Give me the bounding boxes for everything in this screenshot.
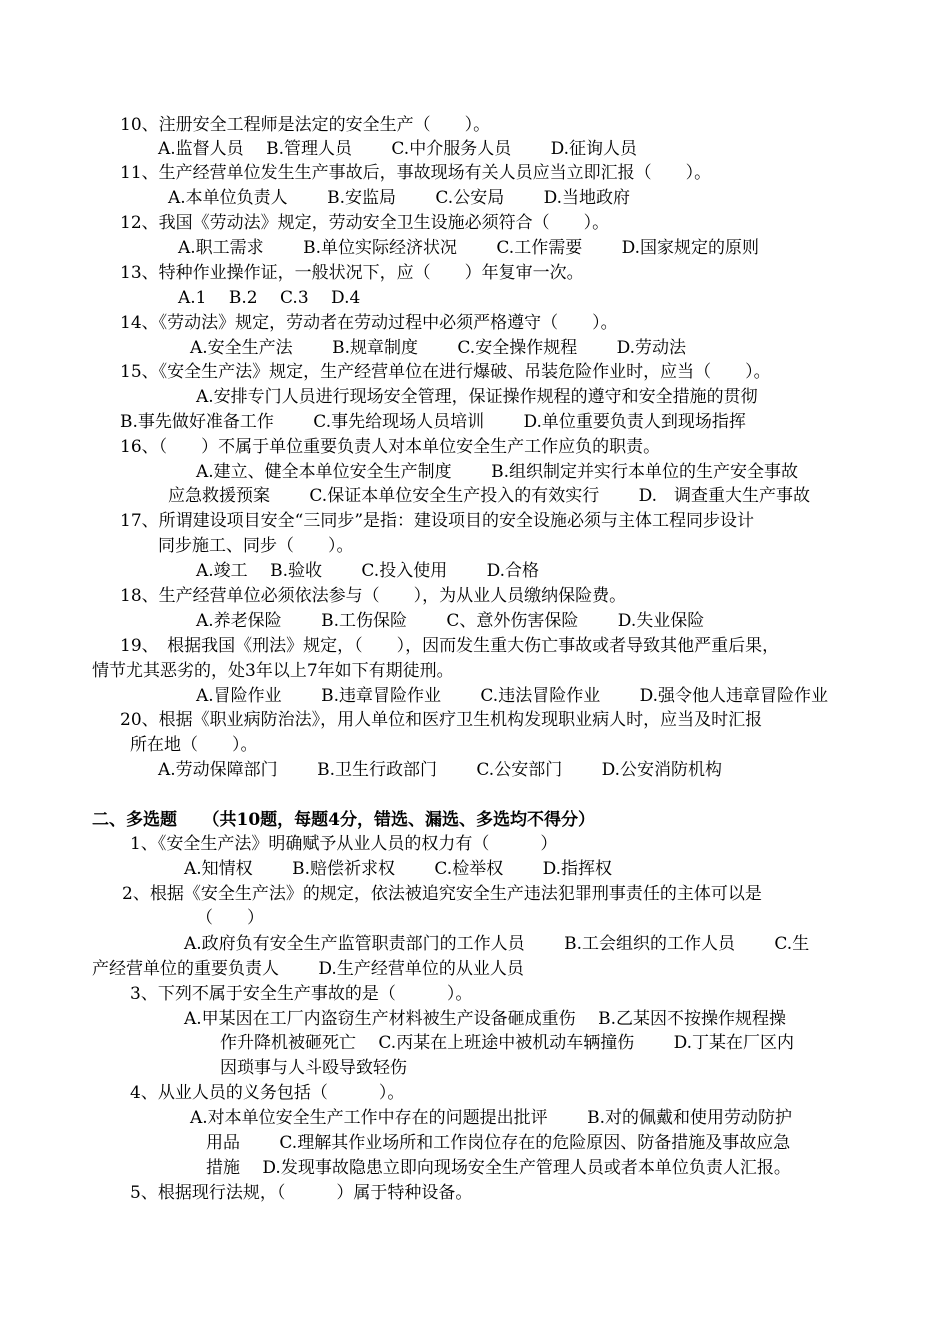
text-line-q19b: 情节尤其恶劣的，处3年以上7年如下有期徒刑。 <box>92 661 454 681</box>
text-line-sec2: 二、多选题 （共10题，每题4分，错选、漏选、多选均不得分） <box>92 810 595 830</box>
text-line-m2: 2、根据《安全生产法》的规定，依法被追究安全生产违法犯罪刑事责任的主体可以是 <box>122 884 762 904</box>
text-line-m1: 1、《安全生产法》明确赋予从业人员的权力有（ ） <box>130 834 558 854</box>
text-line-q10o: A.监督人员 B.管理人员 C.中介服务人员 D.征询人员 <box>158 139 638 159</box>
text-line-q19: 19、 根据我国《刑法》规定，（ ），因而发生重大伤亡事故或者导致其他严重后果， <box>120 636 780 656</box>
text-line-q16o2: 应急救援预案 C.保证本单位安全生产投入的有效实行 D. 调查重大生产事故 <box>168 486 811 506</box>
text-line-q17: 17、所谓建设项目安全“三同步”是指：建设项目的安全设施必须与主体工程同步设计 <box>120 511 755 531</box>
text-line-m4o1: A.对本单位安全生产工作中存在的问题提出批评 B.对的佩戴和使用劳动防护 <box>190 1108 792 1128</box>
text-line-q10: 10、注册安全工程师是法定的安全生产（ ）。 <box>120 115 491 135</box>
text-line-m3: 3、下列不属于安全生产事故的是（ ）。 <box>130 984 473 1004</box>
text-line-m3o3: 因琐事与人斗殴导致轻伤 <box>220 1058 407 1078</box>
text-line-q11o: A.本单位负责人 B.安监局 C.公安局 D.当地政府 <box>168 188 631 208</box>
text-line-m2o2: 产经营单位的重要负责人 D.生产经营单位的从业人员 <box>92 959 524 979</box>
text-line-m2o1: A.政府负有安全生产监管职责部门的工作人员 B.工会组织的工作人员 C.生 <box>184 934 810 954</box>
text-line-m2b: （ ） <box>196 908 264 928</box>
text-line-q20b: 所在地（ ）。 <box>130 735 258 755</box>
text-line-m5: 5、根据现行法规，（ ）属于特种设备。 <box>130 1183 473 1203</box>
text-line-q20o: A.劳动保障部门 B.卫生行政部门 C.公安部门 D.公安消防机构 <box>158 760 723 780</box>
text-line-m4o2: 用品 C.理解其作业场所和工作岗位存在的危险原因、防备措施及事故应急 <box>206 1133 791 1153</box>
text-line-q16: 16、（ ）不属于单位重要负责人对本单位安全生产工作应负的职责。 <box>120 437 661 457</box>
text-line-q17b: 同步施工、同步（ ）。 <box>158 536 354 556</box>
text-line-q13o: A.1 B.2 C.3 D.4 <box>178 288 361 308</box>
text-line-m4o3: 措施 D.发现事故隐患立即向现场安全生产管理人员或者本单位负责人汇报。 <box>206 1158 791 1178</box>
text-line-q17o: A.竣工 B.验收 C.投入使用 D.合格 <box>196 561 540 581</box>
text-line-m3o2: 作升降机被砸死亡 C.丙某在上班途中被机动车辆撞伤 D.丁某在厂区内 <box>220 1033 795 1053</box>
text-line-m3o1: A.甲某因在工厂内盗窃生产材料被生产设备砸成重伤 B.乙某因不按操作规程操 <box>184 1009 786 1029</box>
text-line-m1o: A.知情权 B.赔偿祈求权 C.检举权 D.指挥权 <box>184 859 613 879</box>
text-line-q14o: A.安全生产法 B.规章制度 C.安全操作规程 D.劳动法 <box>190 338 687 358</box>
text-line-q15o2: B.事先做好准备工作 C.事先给现场人员培训 D.单位重要负责人到现场指挥 <box>120 412 746 432</box>
text-line-q16o1: A.建立、健全本单位安全生产制度 B.组织制定并实行本单位的生产安全事故 <box>196 462 798 482</box>
text-line-q12o: A.职工需求 B.单位实际经济状况 C.工作需要 D.国家规定的原则 <box>178 238 760 258</box>
text-line-q12: 12、我国《劳动法》规定，劳动安全卫生设施必须符合（ ）。 <box>120 213 610 233</box>
text-line-q18o: A.养老保险 B.工伤保险 C、意外伤害保险 D.失业保险 <box>196 611 705 631</box>
text-line-m4: 4、从业人员的义务包括（ ）。 <box>130 1083 405 1103</box>
text-line-q19o: A.冒险作业 B.违章冒险作业 C.违法冒险作业 D.强令他人违章冒险作业 <box>196 686 829 706</box>
text-line-q15: 15、《安全生产法》规定，生产经营单位在进行爆破、吊装危险作业时，应当（ ）。 <box>120 362 771 382</box>
text-line-q11: 11、生产经营单位发生生产事故后，事故现场有关人员应当立即汇报（ ）。 <box>120 163 712 183</box>
text-line-q20: 20、根据《职业病防治法》，用人单位和医疗卫生机构发现职业病人时，应当及时汇报 <box>120 710 763 730</box>
text-line-q13: 13、特种作业操作证，一般状况下，应（ ）年复审一次。 <box>120 263 584 283</box>
text-line-q14: 14、《劳动法》规定，劳动者在劳动过程中必须严格遵守（ ）。 <box>120 313 618 333</box>
text-line-q18: 18、生产经营单位必须依法参与（ ），为从业人员缴纳保险费。 <box>120 586 627 606</box>
text-line-q15o1: A.安排专门人员进行现场安全管理，保证操作规程的遵守和安全措施的贯彻 <box>196 387 758 407</box>
